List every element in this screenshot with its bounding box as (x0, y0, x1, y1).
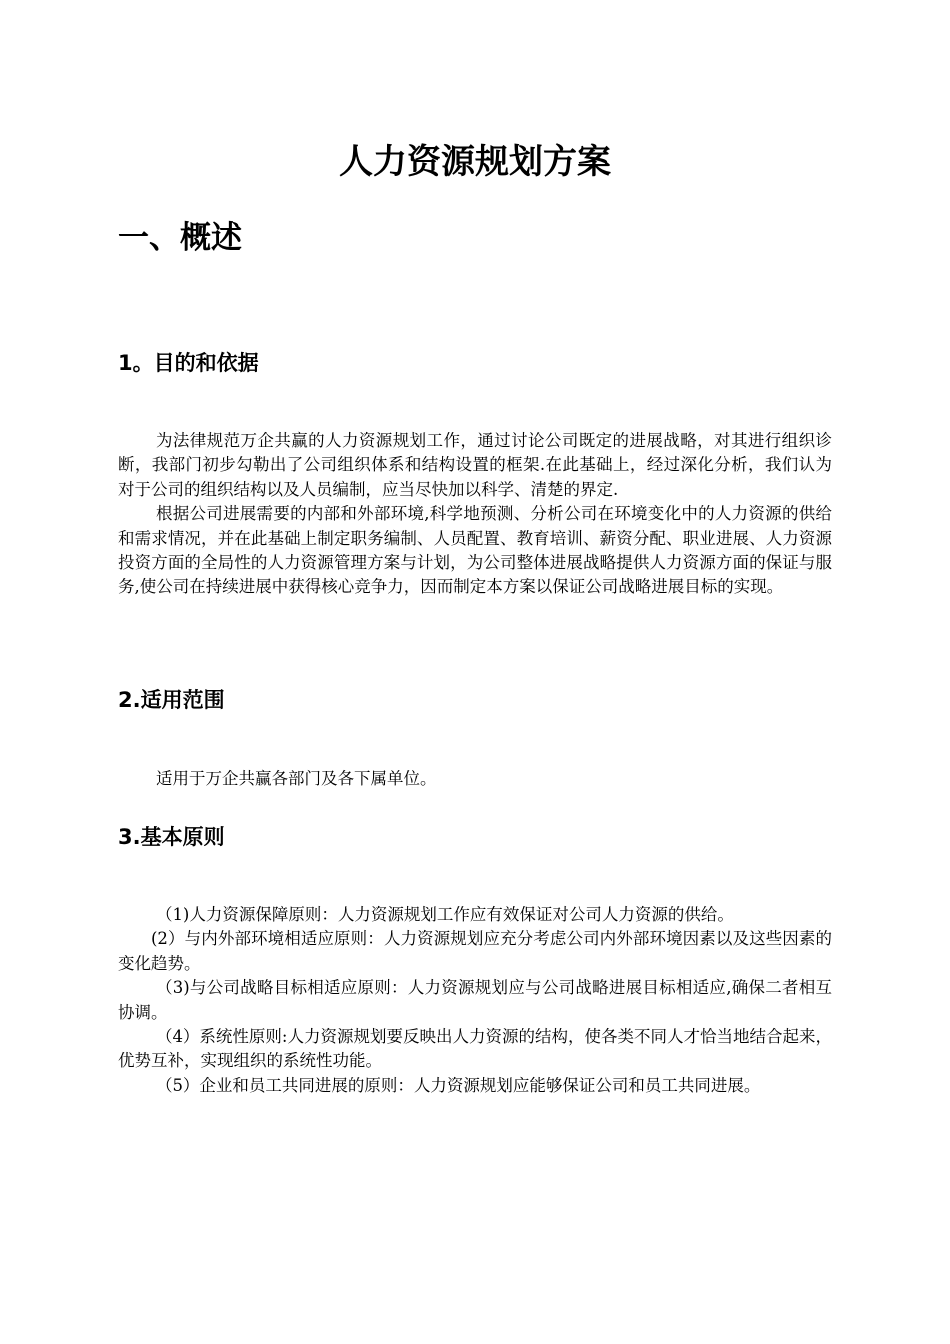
subsection-heading-principles: 3.基本原则 (118, 825, 225, 849)
principle-item: （4）系统性原则:人力资源规划要反映出人力资源的结构，使各类不同人才恰当地结合起来，优势互补，实现组织的系统性功能。 (118, 1027, 832, 1071)
subsection-heading-scope: 2.适用范围 (118, 688, 225, 712)
section-heading-overview: 一、概述 (118, 220, 242, 256)
paragraph: 为法律规范万企共赢的人力资源规划工作，通过讨论公司既定的进展战略，对其进行组织诊断，我部门初步勾勒出了公司组织体系和结构设置的框架.在此基础上，经过深化分析，我们认为对于公司的组织结构以及人员编制，应当尽快加以科学、清楚的界定. (118, 431, 832, 499)
paragraph: 适用于万企共赢各部门及各下属单位。 (155, 769, 437, 788)
principle-item: （1)人力资源保障原则：人力资源规划工作应有效保证对公司人力资源的供给。 (155, 905, 734, 924)
principle-item: （3)与公司战略目标相适应原则：人力资源规划应与公司战略进展目标相适应,确保二者相互协调。 (118, 978, 832, 1022)
principle-item: （5）企业和员工共同进展的原则：人力资源规划应能够保证公司和员工共同进展。 (155, 1075, 761, 1095)
subsection-body-principles (118, 903, 832, 1098)
document-title: 人力资源规划方案 (339, 142, 611, 182)
paragraph: 根据公司进展需要的内部和外部环境,科学地预测、分析公司在环境变化中的人力资源的供给和需求情况，并在此基础上制定职务编制、人员配置、教育培训、薪资分配、职业进展、人力资源投资方面的全局性的人力资源管理方案与计划，为公司整体进展战略提供人力资源方面的保证与服务,使公司在持续进展中获得核心竞争力，因而制定本方案以保证公司战略进展目标的实现。 (118, 504, 832, 597)
subsection-heading-purpose: 1。目的和依据 (118, 351, 259, 375)
subsection-body-scope (118, 767, 832, 791)
subsection-body-purpose (118, 429, 832, 600)
principle-item: (2）与内外部环境相适应原则：人力资源规划应充分考虑公司内外部环境因素以及这些因素的变化趋势。 (118, 929, 832, 973)
